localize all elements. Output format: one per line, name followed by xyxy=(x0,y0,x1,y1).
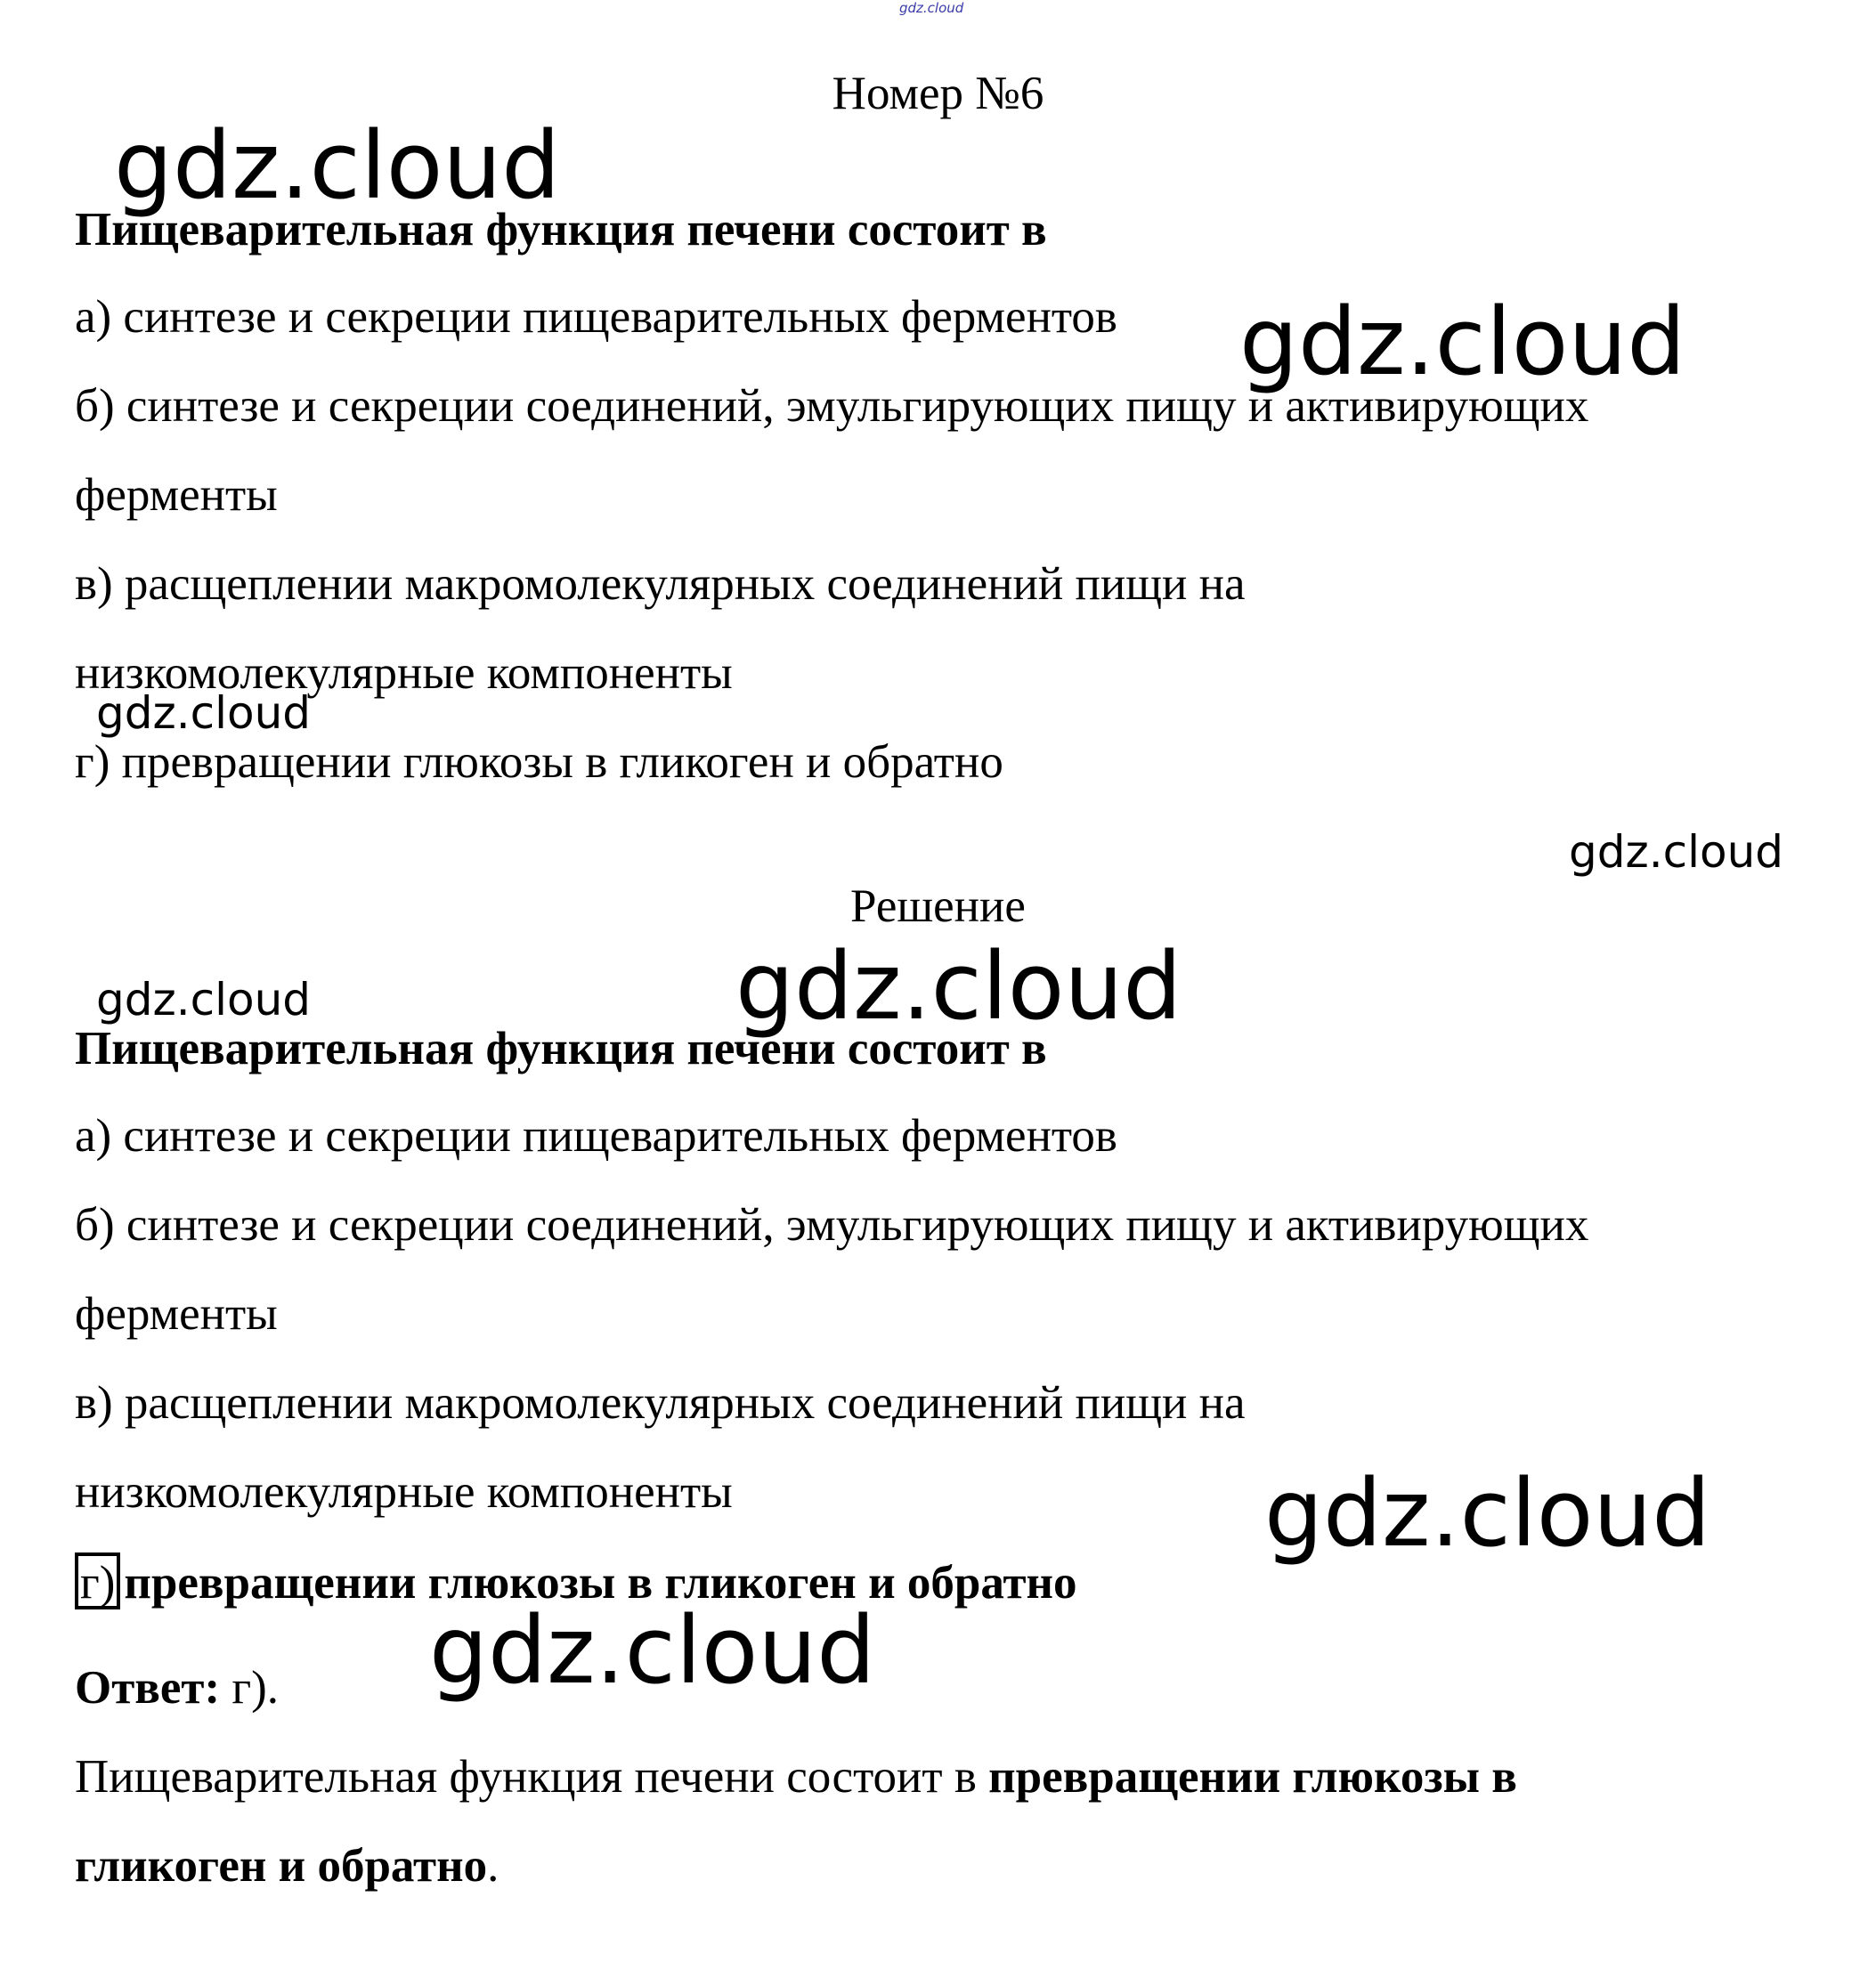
explanation-prefix: Пищеварительная функция печени состоит в xyxy=(75,1751,989,1803)
solution-stem: Пищеварительная функция печени состоит в xyxy=(75,1023,1047,1074)
solution-option-b-line1: б) синтезе и секреции соединений, эмульгирующих пищу и активирующих xyxy=(75,1199,1589,1251)
solution-heading: Решение xyxy=(850,880,1026,932)
solution-option-a: а) синтезе и секреции пищеварительных ферментов xyxy=(75,1110,1117,1162)
question-option-v-line1: в) расщеплении макромолекулярных соединений пищи на xyxy=(75,558,1246,610)
explanation-line1 xyxy=(75,1750,1517,1804)
explanation-suffix: . xyxy=(487,1840,499,1892)
explanation-bold-2: гликоген и обратно xyxy=(75,1840,488,1892)
watermark-7: gdz.cloud xyxy=(1264,1459,1711,1568)
answer-line xyxy=(75,1661,279,1715)
solution-option-g-text: превращении глюкозы в гликоген и обратно xyxy=(124,1557,1077,1609)
answer-label: Ответ: xyxy=(75,1662,221,1714)
watermark-2: gdz.cloud xyxy=(1239,288,1686,396)
watermark-6: gdz.cloud xyxy=(96,974,312,1026)
solution-option-v-line2: низкомолекулярные компоненты xyxy=(75,1466,733,1518)
watermark-5: gdz.cloud xyxy=(735,932,1182,1041)
page-title: Номер №6 xyxy=(832,68,1044,119)
question-option-b-line2: ферменты xyxy=(75,469,278,521)
watermark-1: gdz.cloud xyxy=(114,111,561,220)
watermark-4: gdz.cloud xyxy=(1569,826,1784,878)
question-option-b-line1: б) синтезе и секреции соединений, эмульгирующих пищу и активирующих xyxy=(75,380,1589,432)
question-option-v-line2: низкомолекулярные компоненты xyxy=(75,647,733,699)
explanation-line2 xyxy=(75,1839,499,1893)
question-option-a: а) синтезе и секреции пищеварительных ферментов xyxy=(75,291,1117,343)
question-option-g: г) превращении глюкозы в гликоген и обратно xyxy=(75,736,1003,788)
watermark-3: gdz.cloud xyxy=(96,687,312,739)
answer-value: г). xyxy=(220,1662,279,1714)
selected-option-marker: г) xyxy=(75,1552,120,1609)
solution-option-v-line1: в) расщеплении макромолекулярных соединений пищи на xyxy=(75,1377,1246,1429)
explanation-bold-1: превращении глюкозы в xyxy=(988,1751,1517,1803)
solution-option-b-line2: ферменты xyxy=(75,1288,278,1340)
top-watermark: gdz.cloud xyxy=(899,0,964,16)
question-stem: Пищеварительная функция печени состоит в xyxy=(75,204,1047,255)
watermark-8: gdz.cloud xyxy=(429,1596,876,1705)
